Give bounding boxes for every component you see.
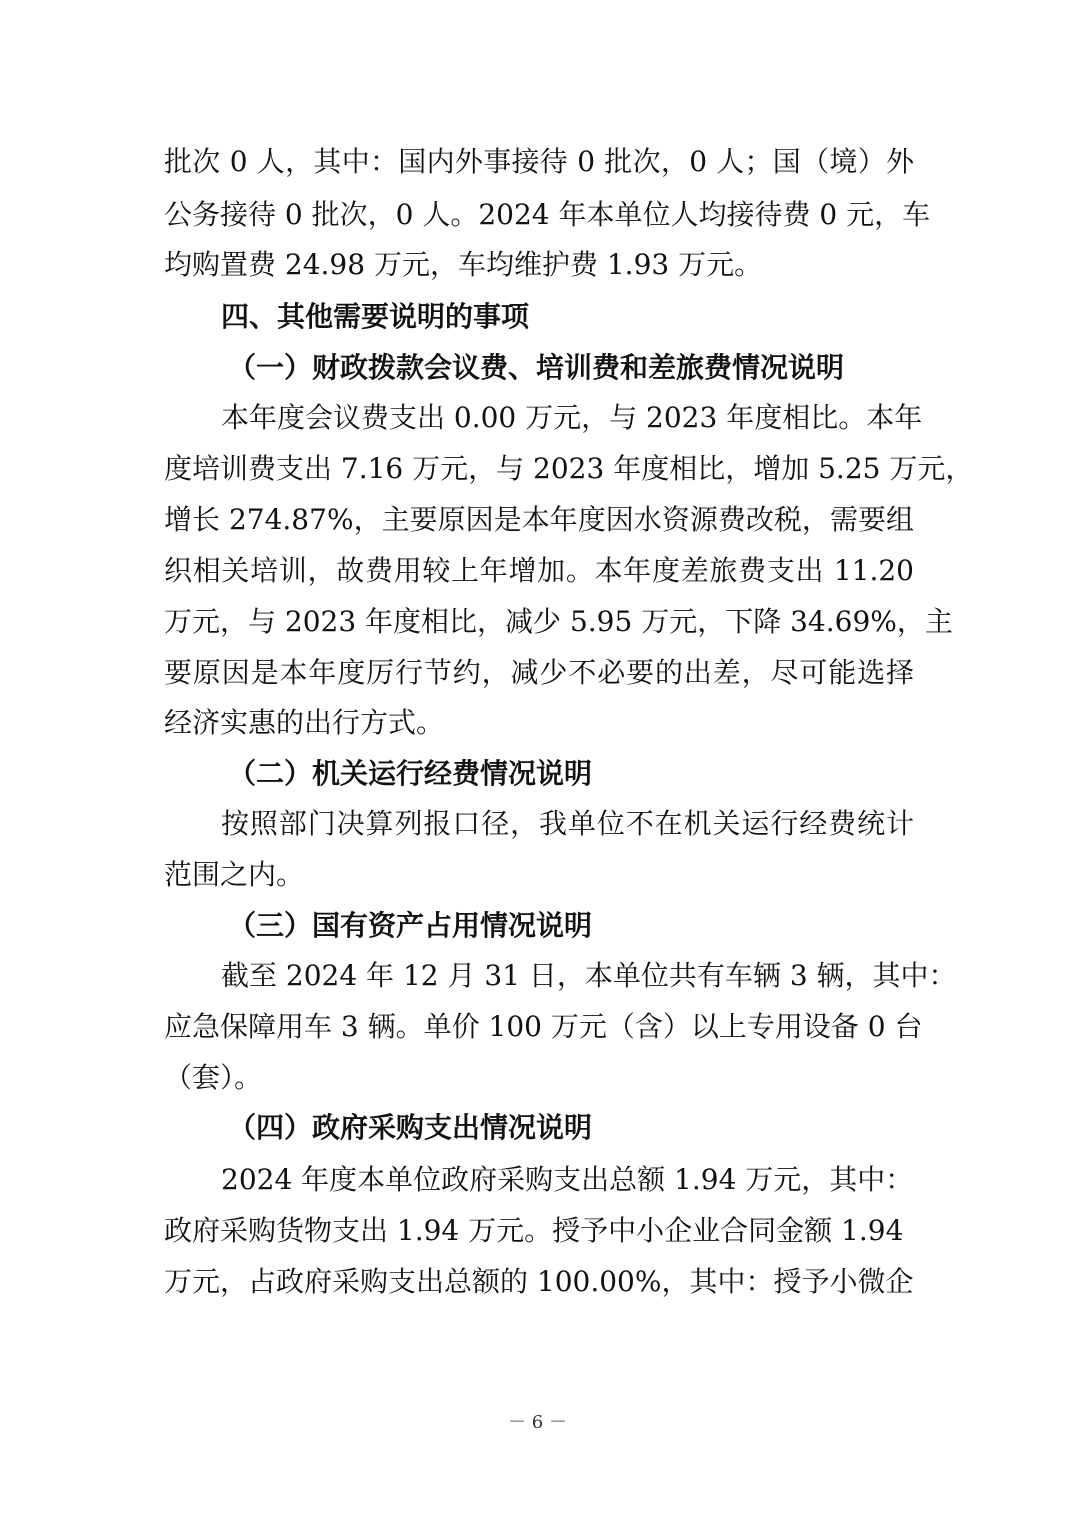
body-text-line: （套）。 [164, 1061, 263, 1094]
body-text-line: 增长 274.87%，主要原因是本年度因水资源费改税，需要组 [164, 503, 914, 536]
body-text-line: 2024 年度本单位政府采购支出总额 1.94 万元，其中： [221, 1163, 914, 1196]
body-text-line: 万元，与 2023 年度相比，减少 5.95 万元，下降 34.69%，主 [164, 605, 953, 638]
body-text-line: 经济实惠的出行方式。 [164, 706, 445, 739]
subsection-heading: （三）国有资产占用情况说明 [228, 909, 593, 942]
body-text-line: 均购置费 24.98 万元，车均维护费 1.93 万元。 [164, 248, 763, 281]
body-text-line: 本年度会议费支出 0.00 万元，与 2023 年度相比。本年 [221, 401, 923, 434]
subsection-heading: （一）财政拨款会议费、培训费和差旅费情况说明 [228, 351, 845, 384]
body-text-line: 范围之内。 [164, 858, 305, 891]
body-text-line: 要原因是本年度厉行节约，减少不必要的出差，尽可能选择 [164, 656, 914, 689]
body-text-line: 批次 0 人，其中：国内外事接待 0 批次，0 人；国（境）外 [164, 145, 914, 178]
body-text-line: 织相关培训，故费用较上年增加。本年度差旅费支出 11.20 [164, 554, 914, 587]
body-text-line: 应急保障用车 3 辆。单价 100 万元（含）以上专用设备 0 台 [164, 1010, 923, 1043]
subsection-heading: （四）政府采购支出情况说明 [228, 1111, 593, 1144]
page-number: － 6 － [508, 1412, 567, 1433]
subsection-heading: （二）机关运行经费情况说明 [228, 757, 593, 790]
body-text-line: 度培训费支出 7.16 万元，与 2023 年度相比，增加 5.25 万元， [164, 452, 974, 485]
body-text-line: 公务接待 0 批次，0 人。2024 年本单位人均接待费 0 元，车 [164, 198, 931, 231]
body-text-line: 截至 2024 年 12 月 31 日，本单位共有车辆 3 辆，其中： [221, 959, 957, 992]
body-text-line: 万元，占政府采购支出总额的 100.00%，其中：授予小微企 [164, 1265, 914, 1298]
body-text-line: 政府采购货物支出 1.94 万元。授予中小企业合同金额 1.94 [164, 1214, 904, 1247]
body-text-line: 按照部门决算列报口径，我单位不在机关运行经费统计 [221, 807, 914, 840]
section-heading: 四、其他需要说明的事项 [221, 300, 530, 333]
